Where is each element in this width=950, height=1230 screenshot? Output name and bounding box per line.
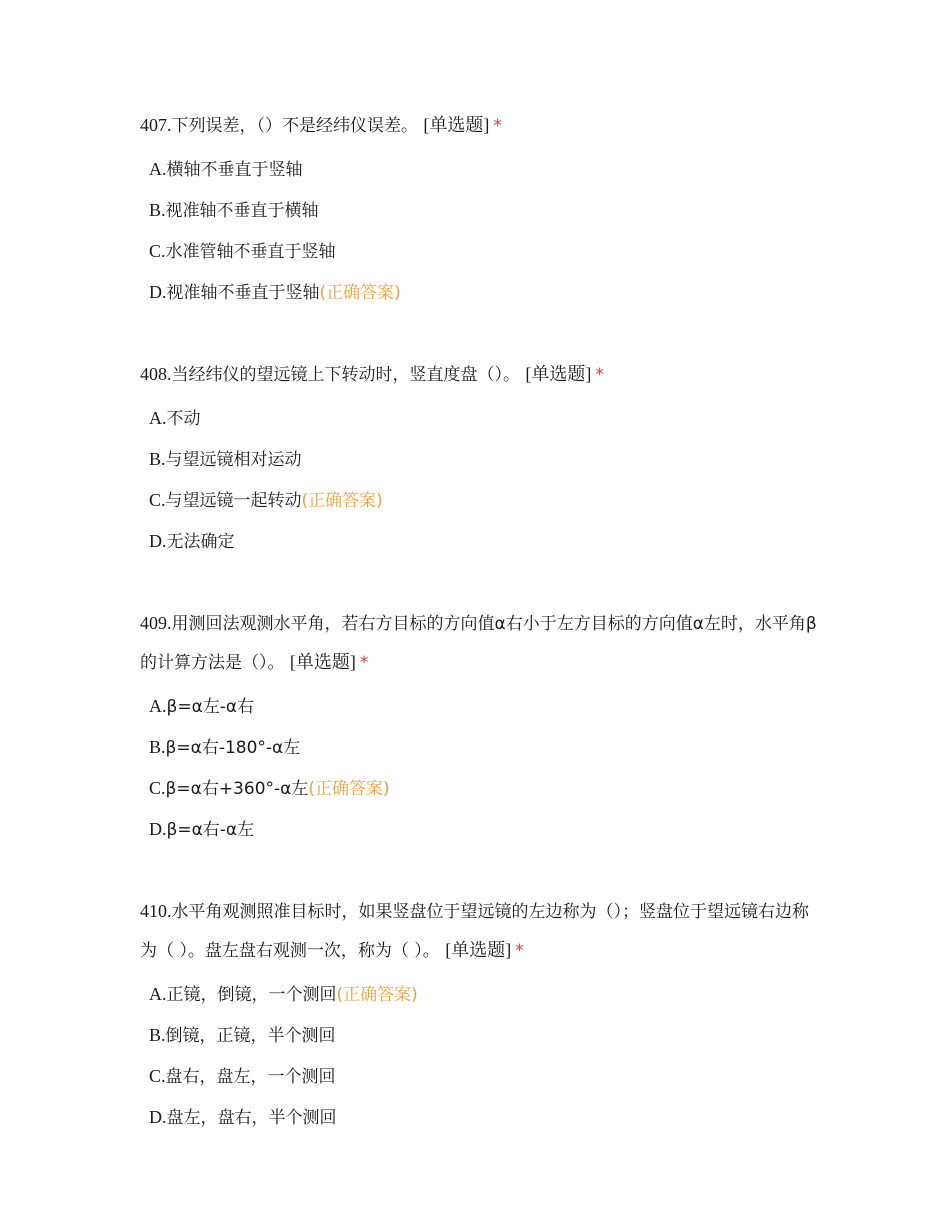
option-list [140,149,820,313]
option-text: 无法确定 [166,532,235,552]
option-list [140,398,820,562]
option-list [140,686,820,850]
option-b[interactable] [149,1015,820,1056]
question-text: 用测回法观测水平角，若右方目标的方向值α右小于左方目标的方向值α左时，水平角β的计算方法是（）。 [140,614,817,673]
option-letter: C. [149,490,166,510]
option-text: 与望远镜一起转动 [165,491,302,511]
option-text: β=α右+360°-α左 [165,779,309,799]
required-mark: * [515,941,524,961]
question-type-tag: [单选题] [445,940,512,960]
option-letter: D. [149,531,167,551]
required-mark: * [359,653,369,673]
option-text: 横轴不垂直于竖轴 [166,160,303,180]
option-letter: B. [149,737,166,757]
option-letter: D. [149,282,167,302]
question-title [140,892,820,970]
option-letter: D. [149,819,167,839]
question-410 [140,892,820,1138]
correct-answer-note: (正确答案) [301,491,383,511]
question-number: 410. [140,901,172,921]
option-letter: B. [149,449,166,469]
question-title [140,604,820,682]
option-letter: C. [149,778,166,798]
required-mark: * [595,365,604,385]
question-title [140,355,820,394]
option-text: 与望远镜相对运动 [165,450,302,470]
option-list [140,974,820,1138]
option-c[interactable] [149,1056,820,1097]
option-b[interactable] [149,190,820,231]
option-letter: A. [149,984,167,1004]
option-text: 水准管轴不垂直于竖轴 [165,242,336,262]
option-a[interactable] [149,686,820,727]
option-d[interactable] [149,272,820,313]
option-letter: B. [149,200,166,220]
option-letter: A. [149,408,167,428]
question-408 [140,355,820,562]
option-letter: B. [149,1025,166,1045]
option-letter: A. [149,696,167,716]
option-a[interactable] [149,974,820,1015]
question-number: 407. [140,115,172,135]
question-title [140,106,820,145]
option-text: 正镜，倒镜，一个测回 [166,985,337,1005]
option-text: 盘左，盘右，半个测回 [166,1108,337,1128]
correct-answer-note: (正确答案) [308,779,390,799]
correct-answer-note: (正确答案) [336,985,418,1005]
option-a[interactable] [149,398,820,439]
option-c[interactable] [149,231,820,272]
question-list [140,106,820,1180]
option-text: β=α右-α左 [166,820,255,840]
option-text: 盘右，盘左，一个测回 [165,1067,336,1087]
option-text: β=α右-180°-α左 [165,738,301,758]
question-text: 下列误差，（）不是经纬仪误差。 [171,116,418,136]
question-type-tag: [单选题] [289,652,356,672]
option-d[interactable] [149,521,820,562]
option-letter: D. [149,1107,167,1127]
option-d[interactable] [149,809,820,850]
question-type-tag: [单选题] [423,115,490,135]
option-c[interactable] [149,768,820,809]
question-407 [140,106,820,313]
option-letter: C. [149,1066,166,1086]
option-letter: C. [149,241,166,261]
question-text: 当经纬仪的望远镜上下转动时，竖直度盘（）。 [171,365,520,385]
option-text: β=α左-α右 [166,697,255,717]
question-text: 水平角观测照准目标时，如果竖盘位于望远镜的左边称为（）；竖盘位于望远镜右边称为（ ）。盘左盘右观测一次，称为（ ）。 [140,902,809,961]
option-text: 不动 [166,409,201,429]
option-text: 倒镜，正镜，半个测回 [165,1026,336,1046]
option-c[interactable] [149,480,820,521]
option-b[interactable] [149,439,820,480]
required-mark: * [493,116,502,136]
question-409 [140,604,820,850]
option-letter: A. [149,159,167,179]
option-text: 视准轴不垂直于竖轴 [166,283,320,303]
question-number: 409. [140,613,172,633]
correct-answer-note: (正确答案) [319,283,401,303]
option-d[interactable] [149,1097,820,1138]
option-b[interactable] [149,727,820,768]
option-text: 视准轴不垂直于横轴 [165,201,319,221]
question-number: 408. [140,364,172,384]
question-type-tag: [单选题] [525,364,592,384]
option-a[interactable] [149,149,820,190]
